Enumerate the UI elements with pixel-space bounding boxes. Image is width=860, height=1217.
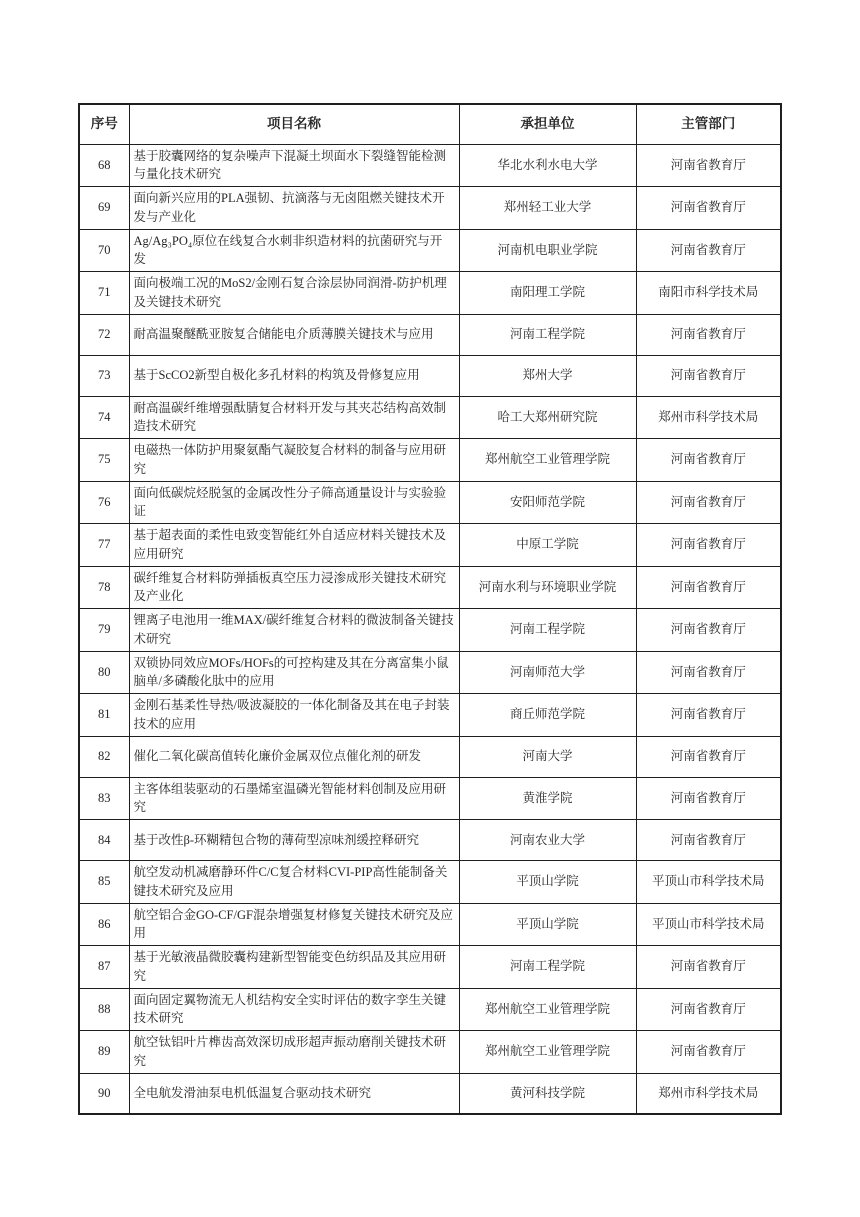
table-row <box>79 736 781 777</box>
unit-cell: 郑州大学 <box>459 355 636 396</box>
unit-cell: 河南师范大学 <box>459 651 636 694</box>
table-header <box>79 104 781 144</box>
row-no-cell: 80 <box>79 651 129 694</box>
col-header-project: 项目名称 <box>129 104 459 144</box>
dept-cell: 河南省教育厅 <box>636 187 781 230</box>
unit-cell: 河南水利与环境职业学院 <box>459 566 636 609</box>
dept-cell: 河南省教育厅 <box>636 736 781 777</box>
project-name-cell: 主客体组装驱动的石墨烯室温磷光智能材料创制及应用研究 <box>129 777 459 820</box>
project-name-cell: 催化二氧化碳高值转化廉价金属双位点催化剂的研发 <box>129 736 459 777</box>
project-name-cell: 航空铝合金GO-CF/GF混杂增强复材修复关键技术研究及应用 <box>129 903 459 946</box>
col-header-seq: 序号 <box>79 104 129 144</box>
dept-cell: 平顶山市科学技术局 <box>636 903 781 946</box>
table-row <box>79 988 781 1031</box>
unit-cell: 郑州航空工业管理学院 <box>459 1031 636 1074</box>
table-row <box>79 187 781 230</box>
row-no-cell: 82 <box>79 736 129 777</box>
row-no-cell: 69 <box>79 187 129 230</box>
unit-cell: 河南工程学院 <box>459 946 636 989</box>
project-name-cell: 金刚石基柔性导热/吸波凝胶的一体化制备及其在电子封装技术的应用 <box>129 694 459 737</box>
dept-cell: 河南省教育厅 <box>636 651 781 694</box>
dept-cell: 河南省教育厅 <box>636 229 781 272</box>
table-row <box>79 861 781 904</box>
unit-cell: 郑州航空工业管理学院 <box>459 439 636 482</box>
dept-cell: 河南省教育厅 <box>636 481 781 524</box>
dept-cell: 河南省教育厅 <box>636 820 781 861</box>
unit-cell: 平顶山学院 <box>459 861 636 904</box>
project-name-cell: 面向极端工况的MoS2/金刚石复合涂层协同润滑-防护机理及关键技术研究 <box>129 272 459 315</box>
project-name-cell: 电磁热一体防护用聚氨酯气凝胶复合材料的制备与应用研究 <box>129 439 459 482</box>
unit-cell: 河南机电职业学院 <box>459 229 636 272</box>
dept-cell: 河南省教育厅 <box>636 694 781 737</box>
dept-cell: 平顶山市科学技术局 <box>636 861 781 904</box>
project-name-cell: 耐高温碳纤维增强酞腈复合材料开发与其夹芯结构高效制造技术研究 <box>129 396 459 439</box>
unit-cell: 华北水利水电大学 <box>459 144 636 187</box>
unit-cell: 河南农业大学 <box>459 820 636 861</box>
dept-cell: 郑州市科学技术局 <box>636 1073 781 1114</box>
project-name-cell: 面向固定翼物流无人机结构安全实时评估的数字孪生关键技术研究 <box>129 988 459 1031</box>
table-row <box>79 1031 781 1074</box>
unit-cell: 黄河科技学院 <box>459 1073 636 1114</box>
row-no-cell: 81 <box>79 694 129 737</box>
project-name-cell: 基于改性β-环糊精包合物的薄荷型凉味剂缓控释研究 <box>129 820 459 861</box>
project-name-cell: 全电航发滑油泵电机低温复合驱动技术研究 <box>129 1073 459 1114</box>
table-row <box>79 481 781 524</box>
unit-cell: 河南工程学院 <box>459 609 636 652</box>
table-row <box>79 355 781 396</box>
dept-cell: 河南省教育厅 <box>636 777 781 820</box>
unit-cell: 商丘师范学院 <box>459 694 636 737</box>
project-name-cell: 锂离子电池用一维MAX/碳纤维复合材料的微波制备关键技术研究 <box>129 609 459 652</box>
col-header-dept: 主管部门 <box>636 104 781 144</box>
project-name-cell: 基于超表面的柔性电致变智能红外自适应材料关键技术及应用研究 <box>129 524 459 567</box>
dept-cell: 河南省教育厅 <box>636 314 781 355</box>
row-no-cell: 78 <box>79 566 129 609</box>
row-no-cell: 83 <box>79 777 129 820</box>
project-name-cell: 航空钛铝叶片榫齿高效深切成形超声振动磨削关键技术研究 <box>129 1031 459 1074</box>
projects-table <box>78 103 782 1115</box>
project-name-cell: 碳纤维复合材料防弹插板真空压力浸渗成形关键技术研究及产业化 <box>129 566 459 609</box>
row-no-cell: 75 <box>79 439 129 482</box>
table-row <box>79 609 781 652</box>
row-no-cell: 74 <box>79 396 129 439</box>
table-row <box>79 439 781 482</box>
project-name-cell: 耐高温聚醚酰亚胺复合储能电介质薄膜关键技术与应用 <box>129 314 459 355</box>
table-row <box>79 777 781 820</box>
table-row <box>79 651 781 694</box>
unit-cell: 郑州轻工业大学 <box>459 187 636 230</box>
unit-cell: 哈工大郑州研究院 <box>459 396 636 439</box>
table-row <box>79 903 781 946</box>
table-row <box>79 396 781 439</box>
table-row <box>79 1073 781 1114</box>
row-no-cell: 71 <box>79 272 129 315</box>
row-no-cell: 90 <box>79 1073 129 1114</box>
table-row <box>79 566 781 609</box>
row-no-cell: 89 <box>79 1031 129 1074</box>
table-row <box>79 694 781 737</box>
row-no-cell: 76 <box>79 481 129 524</box>
unit-cell: 中原工学院 <box>459 524 636 567</box>
unit-cell: 黄淮学院 <box>459 777 636 820</box>
table-row <box>79 946 781 989</box>
row-no-cell: 68 <box>79 144 129 187</box>
dept-cell: 南阳市科学技术局 <box>636 272 781 315</box>
table-row <box>79 144 781 187</box>
project-name-cell: 双锁协同效应MOFs/HOFs的可控构建及其在分离富集小鼠脑单/多磷酸化肽中的应用 <box>129 651 459 694</box>
col-header-unit: 承担单位 <box>459 104 636 144</box>
row-no-cell: 86 <box>79 903 129 946</box>
dept-cell: 河南省教育厅 <box>636 988 781 1031</box>
unit-cell: 平顶山学院 <box>459 903 636 946</box>
row-no-cell: 84 <box>79 820 129 861</box>
row-no-cell: 79 <box>79 609 129 652</box>
row-no-cell: 85 <box>79 861 129 904</box>
row-no-cell: 70 <box>79 229 129 272</box>
row-no-cell: 72 <box>79 314 129 355</box>
project-name-cell: 面向低碳烷烃脱氢的金属改性分子筛高通量设计与实验验证 <box>129 481 459 524</box>
table-row <box>79 524 781 567</box>
header-row <box>79 104 781 144</box>
project-name-cell: 航空发动机减磨静环件C/C复合材料CVI-PIP高性能制备关键技术研究及应用 <box>129 861 459 904</box>
dept-cell: 河南省教育厅 <box>636 946 781 989</box>
row-no-cell: 88 <box>79 988 129 1031</box>
dept-cell: 河南省教育厅 <box>636 566 781 609</box>
unit-cell: 河南工程学院 <box>459 314 636 355</box>
table-row <box>79 272 781 315</box>
dept-cell: 郑州市科学技术局 <box>636 396 781 439</box>
table-row <box>79 314 781 355</box>
project-name-cell: Ag/Ag₃PO₄原位在线复合水刺非织造材料的抗菌研究与开发 <box>129 229 459 272</box>
unit-cell: 郑州航空工业管理学院 <box>459 988 636 1031</box>
dept-cell: 河南省教育厅 <box>636 524 781 567</box>
dept-cell: 河南省教育厅 <box>636 355 781 396</box>
dept-cell: 河南省教育厅 <box>636 144 781 187</box>
table-row <box>79 820 781 861</box>
dept-cell: 河南省教育厅 <box>636 1031 781 1074</box>
row-no-cell: 73 <box>79 355 129 396</box>
row-no-cell: 77 <box>79 524 129 567</box>
project-name-cell: 基于ScCO2新型自极化多孔材料的构筑及骨修复应用 <box>129 355 459 396</box>
unit-cell: 安阳师范学院 <box>459 481 636 524</box>
row-no-cell: 87 <box>79 946 129 989</box>
table-body <box>79 144 781 1114</box>
project-name-cell: 基于光敏液晶微胶囊构建新型智能变色纺织品及其应用研究 <box>129 946 459 989</box>
unit-cell: 河南大学 <box>459 736 636 777</box>
project-name-cell: 基于胶囊网络的复杂噪声下混凝土坝面水下裂缝智能检测与量化技术研究 <box>129 144 459 187</box>
project-name-cell: 面向新兴应用的PLA强韧、抗滴落与无卤阻燃关键技术开发与产业化 <box>129 187 459 230</box>
unit-cell: 南阳理工学院 <box>459 272 636 315</box>
dept-cell: 河南省教育厅 <box>636 609 781 652</box>
table-row <box>79 229 781 272</box>
dept-cell: 河南省教育厅 <box>636 439 781 482</box>
